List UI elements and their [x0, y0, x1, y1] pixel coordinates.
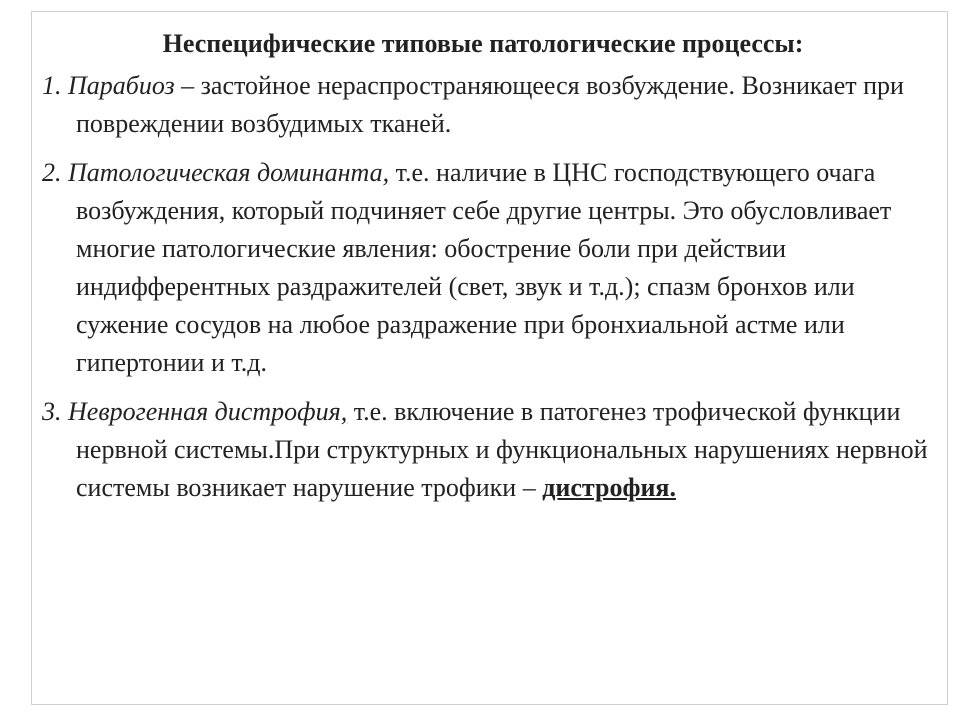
item-number: 3.	[42, 397, 62, 426]
item-description: т.е. включение в патогенез трофической функции нервной системы.При структурных и функциональных нарушениях нервной системы возникает нарушение трофики –	[76, 397, 928, 502]
item-number: 1.	[42, 71, 62, 100]
item-description: т.е. наличие в ЦНС господствующего очага возбуждения, который подчиняет себе другие центры. Это обусловливает многие патологические явления: обострение боли при действии индифферентных раздражителей (свет, звук и т.д.); спазм бронхов или сужение сосудов на любое раздражение при бронхиальной астме или гипертонии и т.д.	[76, 158, 892, 377]
item-number: 2.	[42, 158, 62, 187]
item-description: застойное нераспространяющееся возбуждение. Возникает при повреждении возбудимых тканей.	[76, 71, 904, 138]
list-item-neurogenic-dystrophy	[42, 393, 934, 507]
term-label: Неврогенная дистрофия	[68, 397, 341, 426]
list-item-pathological-dominant	[42, 154, 934, 382]
term-separator: –	[174, 71, 195, 100]
list-item-parabiosis	[42, 67, 934, 143]
final-term-dystrophy: дистрофия.	[542, 473, 676, 502]
slide-content	[42, 26, 934, 507]
term-label: Патологическая доминанта	[68, 158, 383, 187]
term-neurogenic-dystrophy	[42, 397, 347, 426]
term-label: Парабиоз	[68, 71, 175, 100]
term-parabiosis	[42, 71, 175, 100]
term-separator: ,	[340, 397, 348, 426]
term-separator: ,	[382, 158, 390, 187]
slide-title: Неспецифические типовые патологические процессы:	[162, 29, 804, 58]
term-pathological-dominant	[42, 158, 389, 187]
